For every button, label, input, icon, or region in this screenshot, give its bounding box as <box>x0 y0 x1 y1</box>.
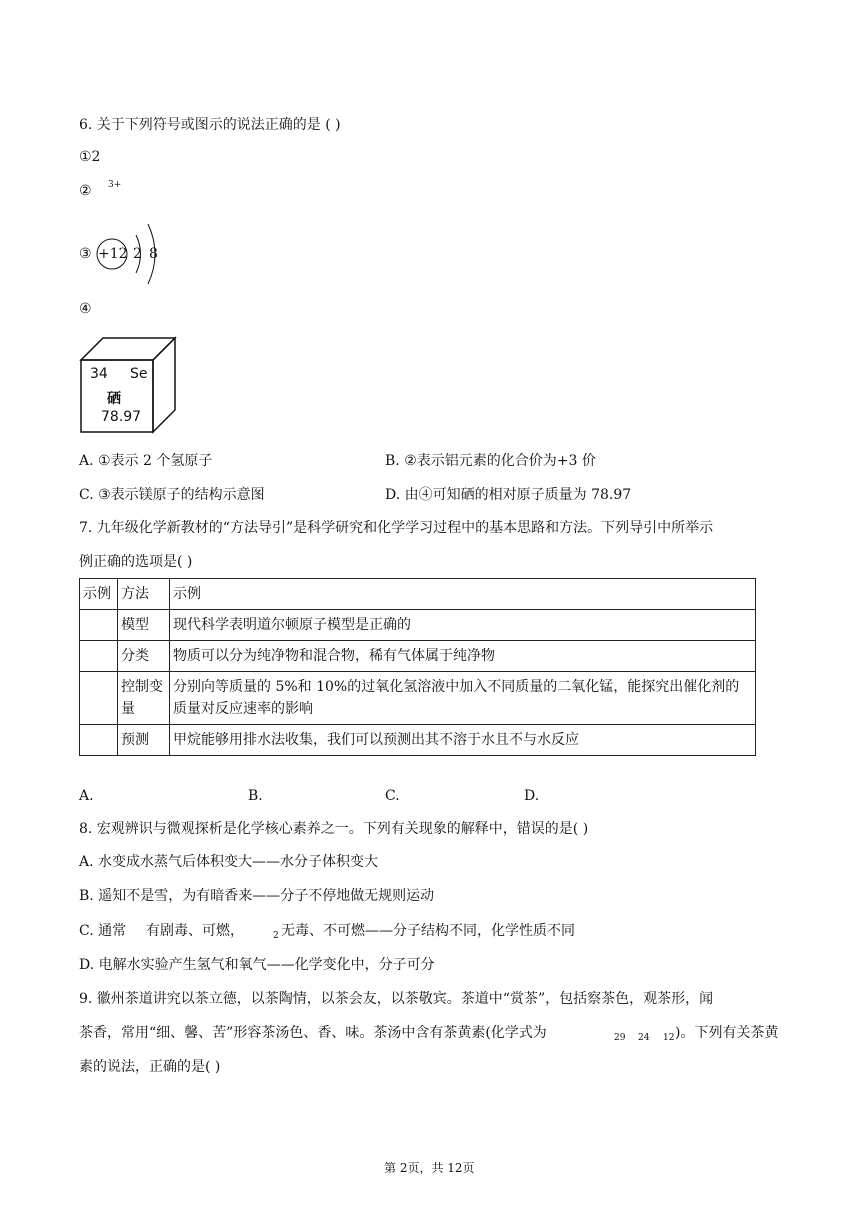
q8-option-c-subscript: 2 <box>273 931 279 941</box>
q9-formula-subscript-2: 24 <box>638 1033 650 1043</box>
table-row <box>80 641 756 672</box>
table-cell-method: 控制变量 <box>118 672 170 725</box>
q7-stem-line-1: 7. 九年级化学新教材的“方法导引”是科学研究和化学学习过程中的基本思路和方法。下列导引中所举示 <box>79 520 714 536</box>
q8-option-d: D. 电解水实验产生氢气和氧气——化学变化中，分子可分 <box>79 957 435 973</box>
table-cell-example: 甲烷能够用排水法收集，我们可以预测出其不溶于水且不与水反应 <box>170 725 756 756</box>
table-cell-method: 模型 <box>118 610 170 641</box>
q6-item-3-label: ③ <box>79 246 92 262</box>
q9-formula-subscript-1: 29 <box>614 1033 626 1043</box>
q9-stem-line-2-part-2: )。下列有关茶黄 <box>675 1025 779 1041</box>
q8-option-c-part-1: C. 通常 <box>79 923 127 939</box>
q7-option-c: C. <box>385 788 400 804</box>
q7-option-b: B. <box>248 788 263 804</box>
element-name: 硒 <box>107 391 121 407</box>
q7-option-d: D. <box>524 788 540 804</box>
q7-method-table <box>79 578 756 756</box>
element-symbol: Se <box>130 366 148 382</box>
q8-option-c-part-3: 无毒、不可燃——分子结构不同，化学性质不同 <box>281 923 575 939</box>
q8-option-a: A. 水变成水蒸气后体积变大——水分子体积变大 <box>79 854 379 870</box>
q7-option-a: A. <box>79 788 94 804</box>
q6-item-1: ①2 <box>79 149 101 165</box>
table-header-row <box>80 579 756 610</box>
atom-nucleus-charge: +12 <box>98 246 128 262</box>
q8-option-b: B. 遥知不是雪，为有暗香来——分子不停地做无规则运动 <box>79 888 435 904</box>
q7-stem-line-2: 例正确的选项是( ) <box>79 554 193 570</box>
q6-option-a: A. ①表示 2 个氢原子 <box>79 453 213 469</box>
q6-item-4-label: ④ <box>79 301 92 317</box>
table-header-cell: 方法 <box>118 579 170 610</box>
table-cell <box>80 641 118 672</box>
table-row <box>80 610 756 641</box>
atom-shell-1-count: 2 <box>133 246 142 262</box>
q6-option-c: C. ③表示镁原子的结构示意图 <box>79 487 265 503</box>
table-cell-example: 现代科学表明道尔顿原子模型是正确的 <box>170 610 756 641</box>
element-atomic-number: 34 <box>90 366 108 382</box>
table-header-cell: 示例 <box>170 579 756 610</box>
table-cell <box>80 610 118 641</box>
q6-item-2-label: ② <box>79 183 92 199</box>
q9-stem-line-3: 素的说法，正确的是( ) <box>79 1059 221 1075</box>
q9-stem-line-2-part-1: 茶香，常用“细、馨、苦”形容茶汤色、香、味。茶汤中含有茶黄素(化学式为 <box>79 1025 547 1041</box>
table-cell <box>80 725 118 756</box>
table-cell <box>80 672 118 725</box>
page-number-footer: 第 2页，共 12页 <box>384 1161 475 1175</box>
q6-option-d: D. 由④可知硒的相对原子质量为 78.97 <box>385 487 632 503</box>
q6-stem: 6. 关于下列符号或图示的说法正确的是 ( ) <box>79 117 341 133</box>
table-cell-method: 分类 <box>118 641 170 672</box>
table-cell-example: 分别向等质量的 5%和 10%的过氧化氢溶液中加入不同质量的二氧化锰，能探究出催化剂的质量对反应速率的影响 <box>170 672 756 725</box>
table-cell-method: 预测 <box>118 725 170 756</box>
q8-stem: 8. 宏观辨识与微观探析是化学核心素养之一。下列有关现象的解释中，错误的是( ) <box>79 821 589 837</box>
table-cell-example: 物质可以分为纯净物和混合物，稀有气体属于纯净物 <box>170 641 756 672</box>
q9-stem-line-1: 9. 徽州茶道讲究以茶立德，以茶陶情，以茶会友，以茶敬宾。茶道中“赏茶”，包括察茶色，观茶形，闻 <box>79 991 714 1007</box>
q8-option-c-part-2: 有剧毒、可燃， <box>146 923 244 939</box>
table-row <box>80 725 756 756</box>
q6-item-2-superscript: 3+ <box>108 180 122 190</box>
table-header-cell: 示例 <box>80 579 118 610</box>
q9-formula-subscript-3: 12 <box>663 1033 675 1043</box>
table-row <box>80 672 756 725</box>
element-atomic-mass: 78.97 <box>101 409 142 425</box>
q6-option-b: B. ②表示铝元素的化合价为+3 价 <box>385 453 596 469</box>
atom-shell-2-count: 8 <box>149 246 158 262</box>
